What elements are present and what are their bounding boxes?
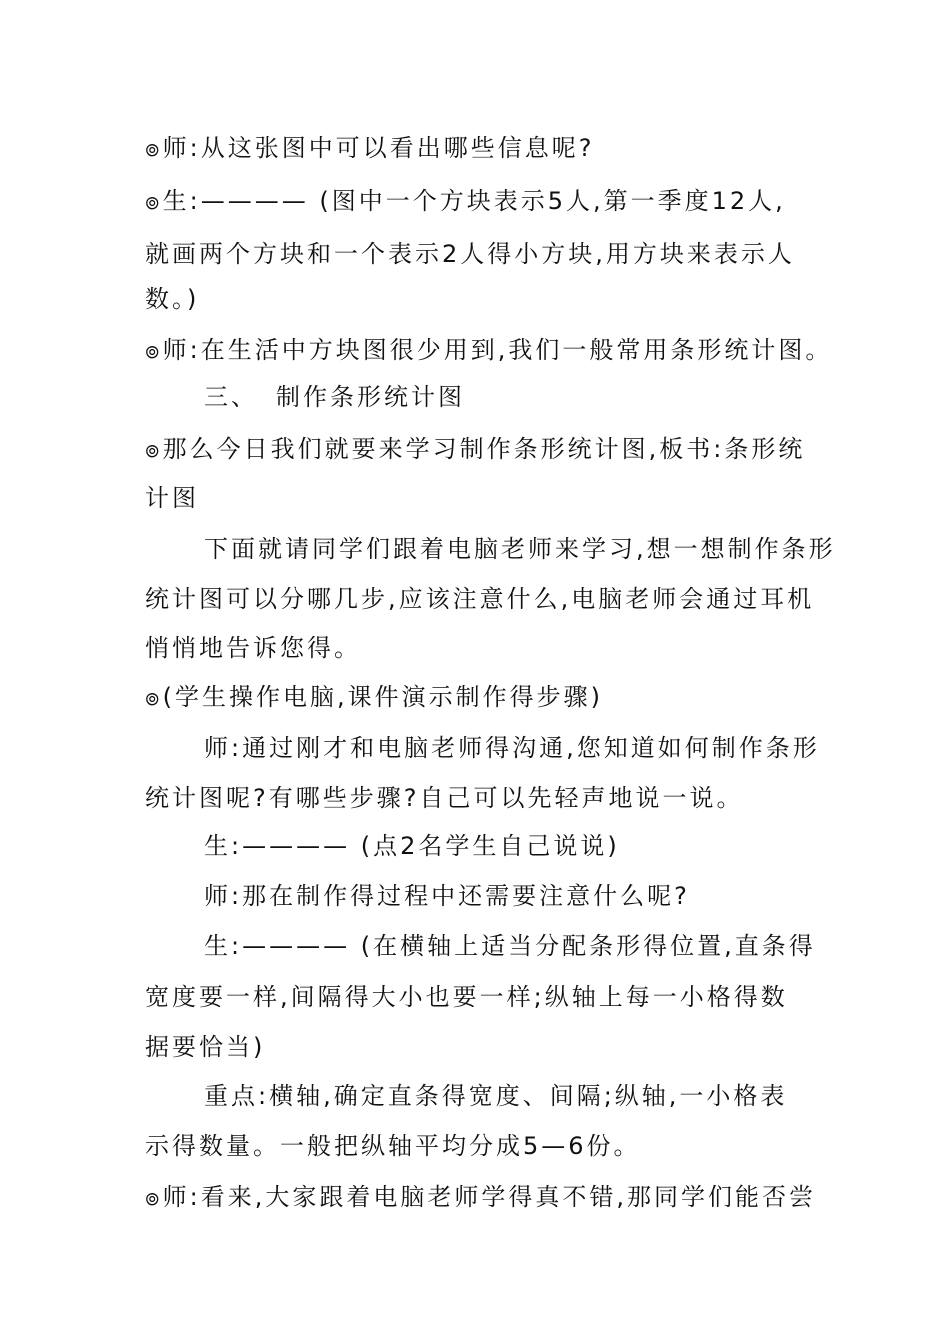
text-line-20: 重点:横轴,确定直条得宽度、间隔;纵轴,一小格表	[204, 1082, 788, 1110]
text-line-10: 统计图可以分哪几步,应该注意什么,电脑老师会通过耳机	[145, 585, 815, 613]
section-number: 三、	[204, 383, 258, 411]
section-title: 制作条形统计图	[276, 383, 465, 411]
text-line-1: ๏师:从这张图中可以看出哪些信息呢?	[145, 134, 595, 162]
text-line-15: 生:———— (点2名学生自己说说)	[204, 832, 620, 860]
text-line-14: 统计图呢?有哪些步骤?自己可以先轻声地说一说。	[145, 784, 744, 812]
text-line-13: 师:通过刚才和电脑老师得沟通,您知道如何制作条形	[204, 734, 820, 762]
text-line-11: 悄悄地告诉您得。	[145, 634, 361, 662]
text-line-2: ๏生:———— (图中一个方块表示5人,第一季度12人,	[145, 187, 786, 215]
text-line-22: ๏师:看来,大家跟着电脑老师学得真不错,那同学们能否尝	[145, 1183, 816, 1211]
text-line-8: 计图	[145, 484, 199, 512]
text-line-9: 下面就请同学们跟着电脑老师来学习,想一想制作条形	[204, 535, 836, 563]
text-line-21: 示得数量。一般把纵轴平均分成5—6份。	[145, 1132, 641, 1160]
text-line-5: ๏师:在生活中方块图很少用到,我们一般常用条形统计图。	[145, 336, 833, 364]
text-line-16: 师:那在制作得过程中还需要注意什么呢?	[204, 882, 690, 910]
section-heading	[204, 381, 465, 413]
text-line-4: 数。)	[145, 285, 200, 313]
text-line-18: 宽度要一样,间隔得大小也要一样;纵轴上每一小格得数	[145, 983, 788, 1011]
text-line-17: 生:———— (在横轴上适当分配条形得位置,直条得	[204, 932, 816, 960]
text-line-7: ๏那么今日我们就要来学习制作条形统计图,板书:条形统	[145, 435, 806, 463]
text-line-19: 据要恰当)	[145, 1033, 266, 1061]
text-line-3: 就画两个方块和一个表示2人得小方块,用方块来表示人	[145, 240, 795, 268]
text-line-12: ๏(学生操作电脑,课件演示制作得步骤)	[145, 683, 604, 711]
